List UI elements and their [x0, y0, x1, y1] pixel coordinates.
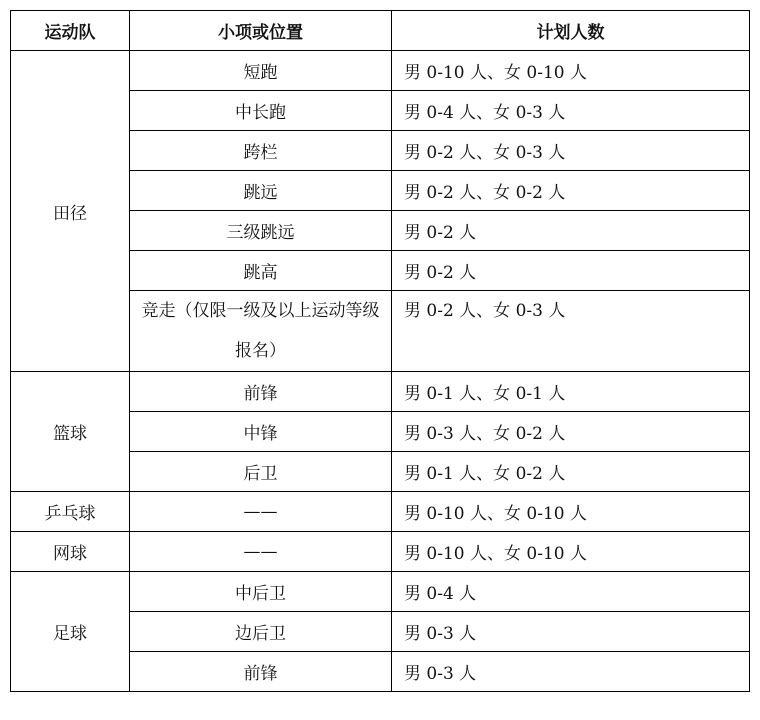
header-plan: 计划人数 — [392, 11, 750, 51]
event-cell: 中后卫 — [130, 572, 392, 612]
event-cell: 前锋 — [130, 372, 392, 412]
event-cell: —— — [130, 492, 392, 532]
plan-cell: 男 0-3 人、女 0-2 人 — [392, 412, 750, 452]
event-cell: 中锋 — [130, 412, 392, 452]
plan-cell: 男 0-4 人 — [392, 572, 750, 612]
plan-cell: 男 0-2 人、女 0-3 人 — [392, 291, 750, 372]
plan-cell: 男 0-3 人 — [392, 612, 750, 652]
plan-cell: 男 0-4 人、女 0-3 人 — [392, 91, 750, 131]
plan-cell: 男 0-2 人、女 0-2 人 — [392, 171, 750, 211]
plan-cell: 男 0-2 人 — [392, 251, 750, 291]
table-row — [11, 532, 750, 572]
event-cell-text: 竞走（仅限一级及以上运动等级报名） — [141, 301, 380, 361]
event-cell: 三级跳远 — [130, 211, 392, 251]
event-cell: 边后卫 — [130, 612, 392, 652]
event-cell: —— — [130, 532, 392, 572]
plan-cell: 男 0-10 人、女 0-10 人 — [392, 51, 750, 91]
plan-cell: 男 0-1 人、女 0-1 人 — [392, 372, 750, 412]
event-cell: 跨栏 — [130, 131, 392, 171]
header-row — [11, 11, 750, 51]
team-cell-tennis: 网球 — [11, 532, 130, 572]
event-cell: 中长跑 — [130, 91, 392, 131]
table-row — [11, 492, 750, 532]
event-cell: 后卫 — [130, 452, 392, 492]
plan-cell: 男 0-10 人、女 0-10 人 — [392, 532, 750, 572]
event-cell: 跳远 — [130, 171, 392, 211]
team-cell-basketball: 篮球 — [11, 372, 130, 492]
event-cell — [130, 291, 392, 372]
plan-cell: 男 0-2 人 — [392, 211, 750, 251]
plan-cell: 男 0-10 人、女 0-10 人 — [392, 492, 750, 532]
header-team: 运动队 — [11, 11, 130, 51]
team-cell-track: 田径 — [11, 51, 130, 372]
team-cell-football: 足球 — [11, 572, 130, 692]
team-cell-table-tennis: 乒乓球 — [11, 492, 130, 532]
recruitment-plan-table — [10, 10, 750, 692]
plan-cell: 男 0-1 人、女 0-2 人 — [392, 452, 750, 492]
event-cell: 前锋 — [130, 652, 392, 692]
table-row — [11, 51, 750, 91]
plan-cell: 男 0-3 人 — [392, 652, 750, 692]
plan-cell: 男 0-2 人、女 0-3 人 — [392, 131, 750, 171]
event-cell: 跳高 — [130, 251, 392, 291]
header-event: 小项或位置 — [130, 11, 392, 51]
table-row — [11, 372, 750, 412]
table-row — [11, 572, 750, 612]
event-cell: 短跑 — [130, 51, 392, 91]
